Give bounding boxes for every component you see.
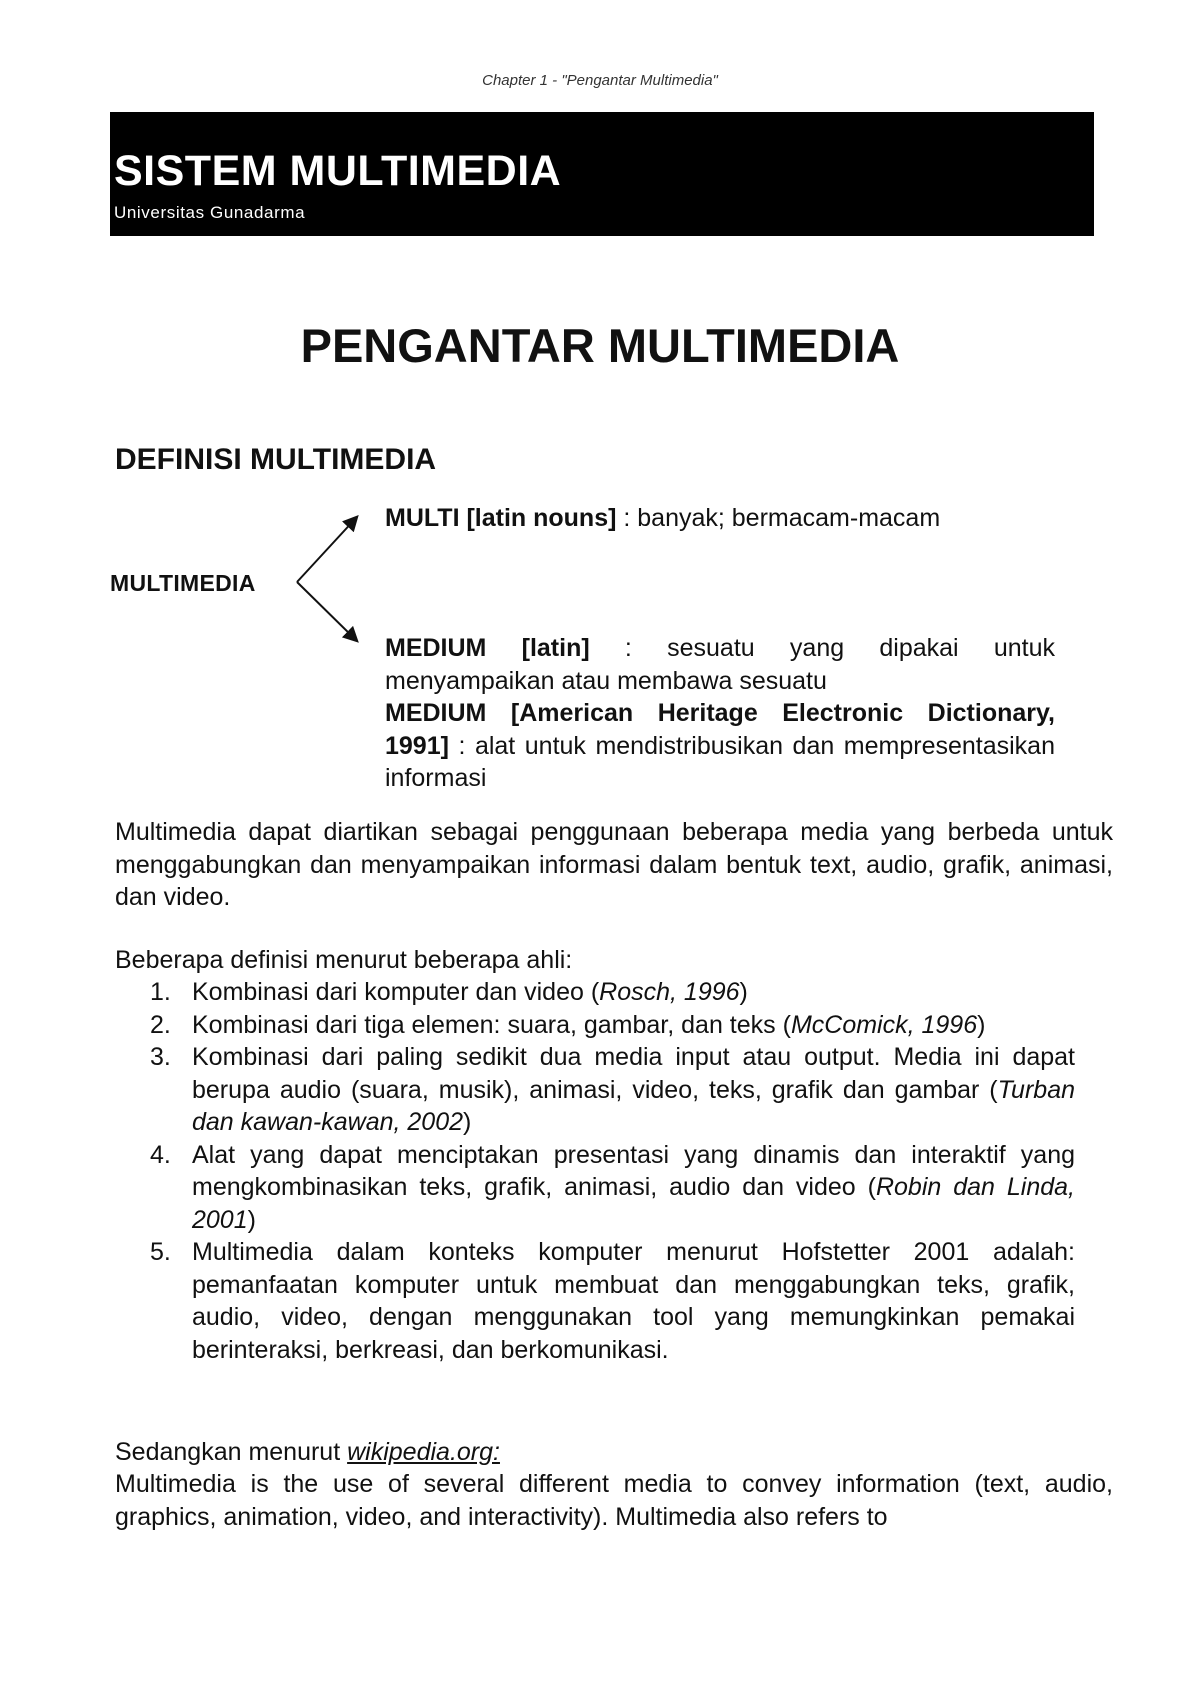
list-close: ) xyxy=(247,1205,256,1234)
list-close: ) xyxy=(977,1010,986,1039)
list-item xyxy=(115,976,1075,1009)
list-text: Kombinasi dari tiga elemen: suara, gambar, dan teks ( xyxy=(192,1010,791,1039)
wikipedia-link[interactable]: wikipedia.org: xyxy=(347,1438,500,1466)
list-number: 3. xyxy=(150,1043,171,1071)
list-item xyxy=(115,1139,1075,1237)
branch-arrows xyxy=(290,510,370,650)
list-number: 1. xyxy=(150,978,171,1006)
list-text: Kombinasi dari komputer dan video ( xyxy=(192,978,600,1006)
title-banner xyxy=(110,112,1094,236)
running-header: Chapter 1 - "Pengantar Multimedia" xyxy=(482,72,718,89)
list-source: Rosch, 1996 xyxy=(599,978,740,1006)
list-item xyxy=(115,1009,1075,1042)
list-item xyxy=(115,1041,1075,1139)
paragraph-wikipedia-definition: Multimedia is the use of several different media to convey information (text, audio, graphics, animation, video, and interactivity). Multimedia also refers to xyxy=(115,1470,1113,1531)
document-title: PENGANTAR MULTIMEDIA xyxy=(300,319,900,372)
paragraph-wikipedia-intro xyxy=(115,1436,1113,1469)
paragraph-definition: Multimedia dapat diartikan sebagai penggunaan beberapa media yang berbeda untuk menggabungkan dan menyampaikan informasi dalam bentuk text, audio, grafik, animasi, dan video. xyxy=(115,818,1113,911)
list-text: Kombinasi dari paling sedikit dua media input atau output. Media ini dapat berupa audio (suara, musik), animasi, video, teks, grafik dan gambar ( xyxy=(192,1043,1075,1104)
list-source: Turban dan kawan-kawan, 2002 xyxy=(192,1075,1075,1136)
banner-title: SISTEM MULTIMEDIA xyxy=(114,147,562,195)
banner-subtitle: Universitas Gunadarma xyxy=(114,203,306,222)
definition-medium-dictionary-text: : alat untuk mendistribusikan dan mempresentasikan informasi xyxy=(385,731,1055,792)
arrow-up xyxy=(297,518,356,582)
list-number: 2. xyxy=(150,1010,171,1039)
definition-medium-dictionary xyxy=(385,697,1055,795)
arrow-down xyxy=(297,582,356,640)
term-medium-latin: MEDIUM [latin] xyxy=(385,634,590,662)
list-item xyxy=(115,1236,1075,1366)
term-medium-dictionary: MEDIUM [American Heritage Electronic Dictionary, 1991] xyxy=(385,699,1055,760)
section-heading: DEFINISI MULTIMEDIA xyxy=(115,443,437,476)
expert-definitions-list xyxy=(115,976,1075,1366)
list-text: Multimedia dalam konteks komputer menurut Hofstetter 2001 adalah: pemanfaatan komputer untuk membuat dan menggabungkan teks, grafik, audio, video, dengan menggunakan tool yang memungkinkan pemakai berinteraksi, berkreasi, dan berkomunikasi. xyxy=(192,1238,1075,1364)
list-number: 5. xyxy=(150,1238,171,1266)
definition-multi-text: : banyak; bermacam-macam xyxy=(616,504,941,532)
list-source: McComick, 1996 xyxy=(790,1010,978,1039)
list-text: Alat yang dapat menciptakan presentasi yang dinamis dan interaktif yang mengkombinasikan teks, grafik, animasi, audio dan video ( xyxy=(192,1140,1075,1201)
definition-medium-latin-text: : sesuatu yang dipakai untuk menyampaikan atau membawa sesuatu xyxy=(385,634,1055,695)
list-close: ) xyxy=(463,1108,472,1136)
wikipedia-prefix: Sedangkan menurut xyxy=(115,1438,348,1466)
definition-medium-latin xyxy=(385,632,1055,697)
list-number: 4. xyxy=(150,1140,171,1169)
term-multi: MULTI [latin nouns] xyxy=(385,504,617,532)
definition-multi xyxy=(385,502,940,535)
diagram-root-term: MULTIMEDIA xyxy=(110,570,256,596)
paragraph-experts-intro: Beberapa definisi menurut beberapa ahli: xyxy=(115,946,573,974)
list-close: ) xyxy=(739,978,748,1006)
list-source: Robin dan Linda, 2001 xyxy=(192,1173,1075,1234)
definition-medium-block xyxy=(385,632,1055,795)
